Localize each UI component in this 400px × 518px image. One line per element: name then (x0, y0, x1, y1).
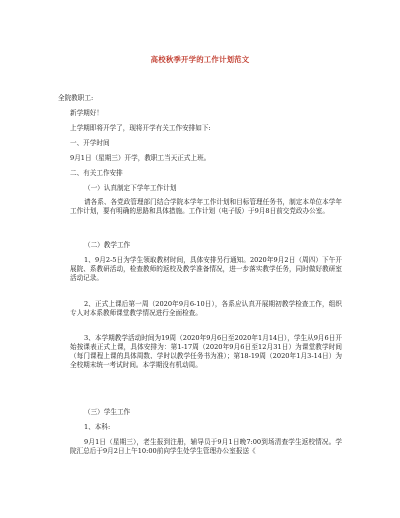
section2-heading: 二、有关工作安排 (70, 169, 123, 177)
sub2-paragraph-1: 1、9月2-5日为学生领取教材时间，具体安排另行通知。2020年9月2日（周四）下午开展院、系教研活动，检查教师的返校及教学准备情况，进一步落实教学任务，同时做好教研室活动记录。 (70, 256, 342, 282)
sub2-paragraph-2: 2、正式上课后第一周（2020年9月6-10日），各系应认真开展期初教学检查工作，组织专人对本系教师课堂教学情况进行全面检查。 (70, 300, 342, 317)
sub1-heading: （一）认真制定下学年工作计划 (84, 184, 177, 192)
document-title: 高校秋季开学的工作计划范文 (150, 55, 250, 64)
greeting: 新学期好！ (70, 109, 103, 117)
sub2-paragraph-3: 3、本学期教学活动时间为19周（2020年9月6日至2020年1月14日），学生从9月6日开始按课表正式上课，具体安排为：第1-17周（2020年9月6日至12月31日）为课堂教学时间（每门课程上课的具体周数、学时以教学任务书为准）；第18-19周（2020年1月3-14日）为全校期末统一考试时间。本学期没有机动周。 (70, 334, 342, 369)
sub3-item-1-body: 9月1日（星期三），老生报到注册，辅导员于9月1日晚7:00到场清查学生返校情况。学院汇总后于9月2日上午10:00前向学生处学生管理办公室报送《 (70, 438, 342, 455)
sub3-heading: （三）学生工作 (84, 408, 131, 416)
sub3-item-1: 1、本科: (84, 423, 111, 431)
sub1-body: 请各系、各党政管理部门结合学院本学年工作计划和目标管理任务书，制定本单位本学年工作计划，要有明确的思路和具体措施。工作计划（电子版）于9月8日前交党政办公室。 (70, 198, 342, 215)
salutation: 全院教职工: (58, 94, 94, 102)
intro-paragraph: 上学期即将开学了，现将开学有关工作安排如下: (70, 124, 211, 132)
section1-body: 9月1日（星期三）开学，教职工当天正式上班。 (70, 154, 211, 162)
section1-heading: 一、开学时间 (70, 139, 110, 147)
sub2-heading: （二）教学工作 (84, 241, 131, 249)
